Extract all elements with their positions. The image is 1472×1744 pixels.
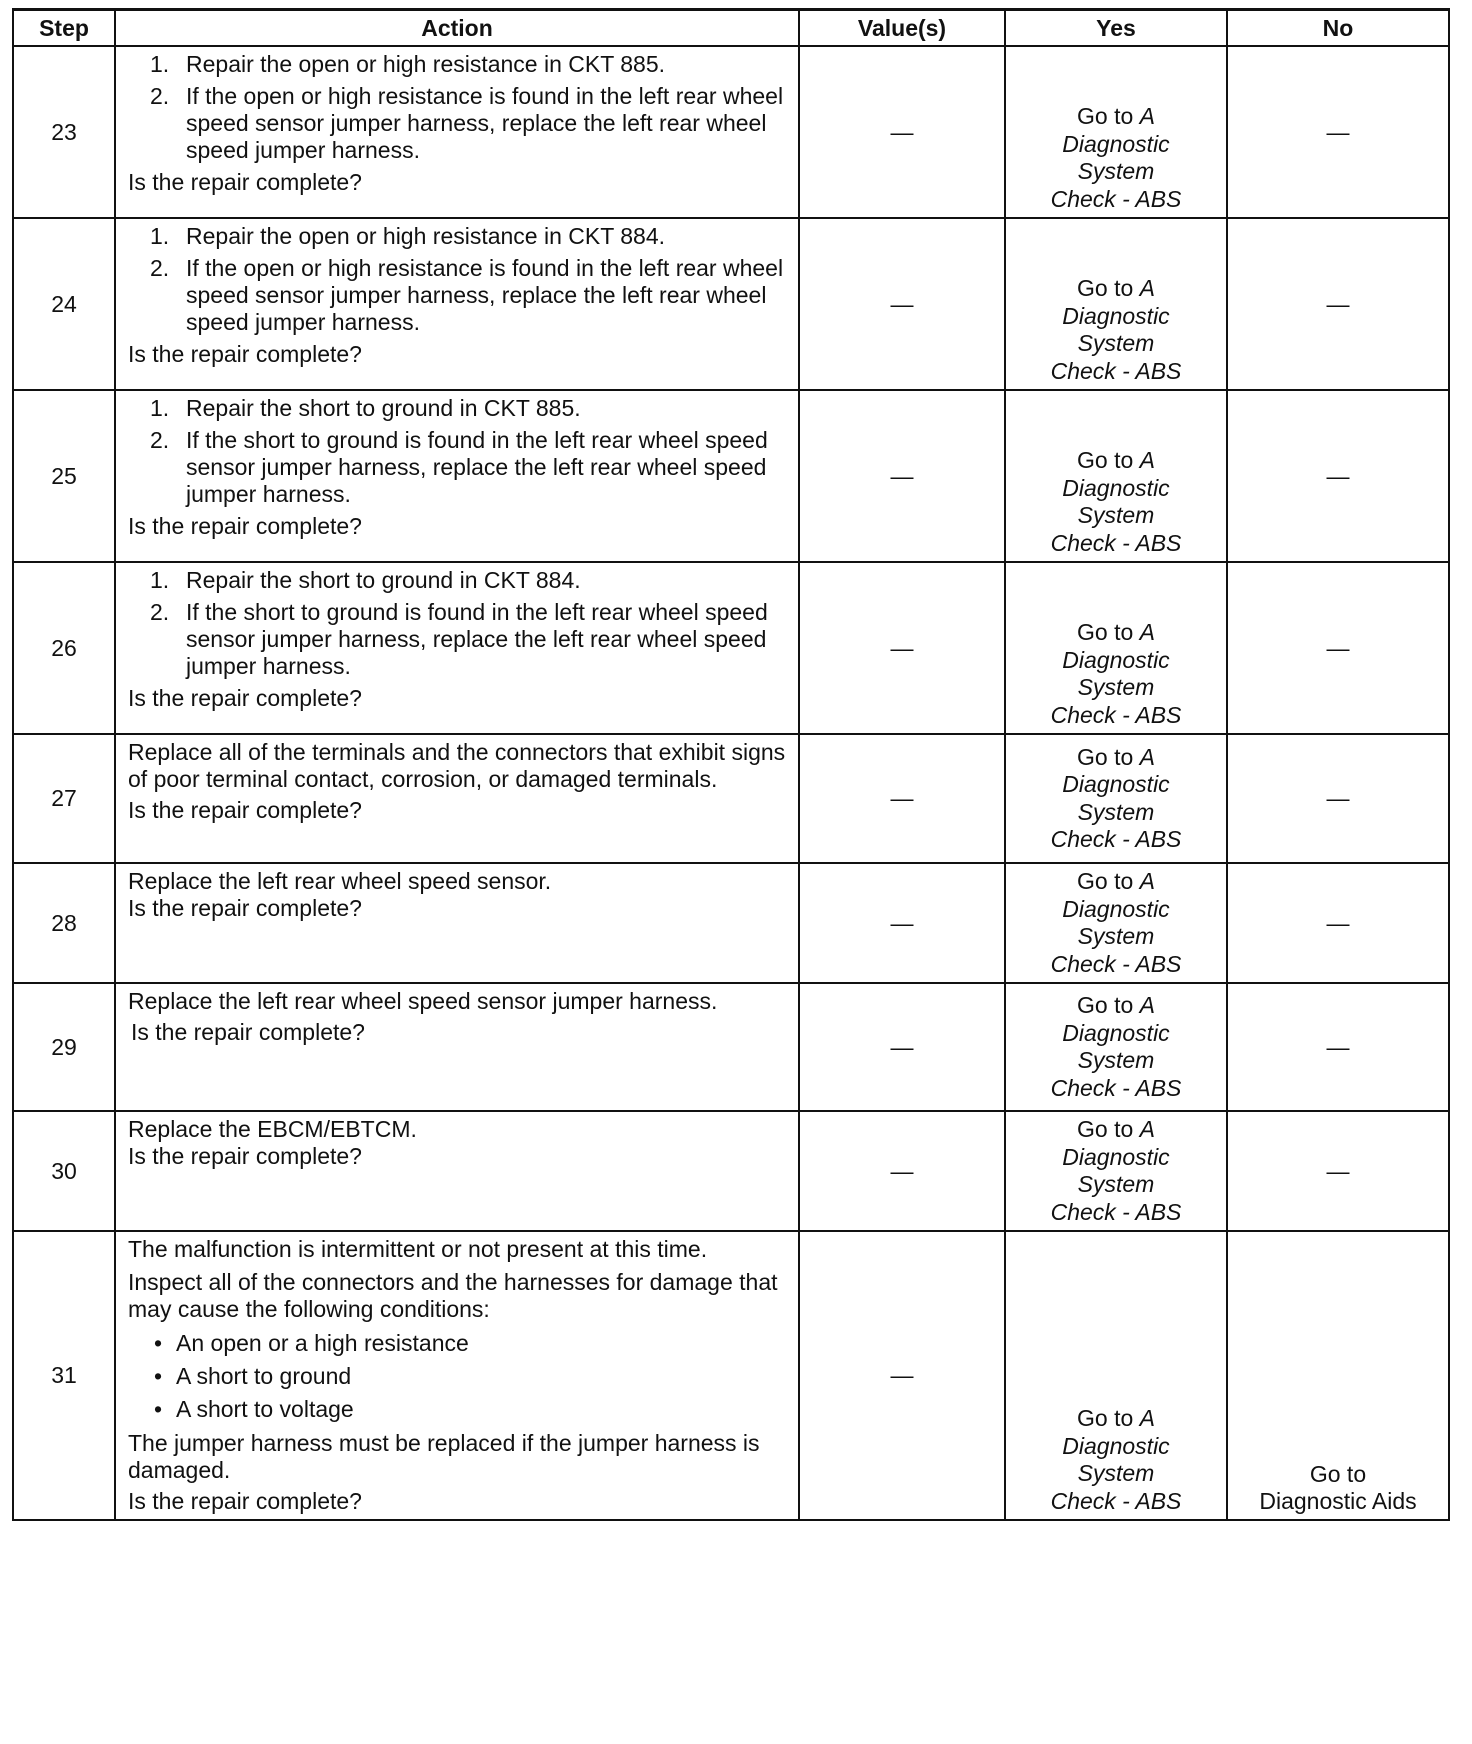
no-goto-link[interactable] <box>1228 1461 1448 1515</box>
action-question: Is the repair complete? <box>128 685 362 711</box>
action-step-text: If the short to ground is found in the left rear wheel speed sensor jumper harness, replace the left rear wheel speed jumper harness. <box>186 427 768 507</box>
action-steps <box>128 223 788 336</box>
action-cell <box>115 218 799 390</box>
goto-diagnostic: Diagnostic <box>1062 474 1170 501</box>
action-cell <box>115 1231 799 1520</box>
goto-a: A <box>1139 992 1155 1018</box>
goto-text: Go to <box>1077 275 1134 301</box>
goto-system: System <box>1077 502 1155 528</box>
header-yes: Yes <box>1005 10 1227 47</box>
goto-diagnostic: Diagnostic <box>1062 1432 1170 1459</box>
goto-system: System <box>1077 923 1155 949</box>
goto-text: Go to <box>1077 868 1134 894</box>
action-text: The malfunction is intermittent or not present at this time. <box>128 1236 708 1262</box>
yes-goto-link[interactable] <box>1051 744 1182 854</box>
action-step: 2. If the short to ground is found in the left rear wheel speed sensor jumper harness, replace the left rear wheel speed jumper harness. <box>150 427 768 507</box>
action-cell <box>115 863 799 983</box>
value-cell: — <box>799 1111 1005 1231</box>
no-cell: — <box>1227 1111 1449 1231</box>
action-step: 1. Repair the open or high resistance in CKT 885. <box>150 51 666 77</box>
goto-text: Go to <box>1077 103 1134 129</box>
goto-a: A <box>1139 103 1155 129</box>
goto-diagnostic: Diagnostic <box>1062 130 1170 157</box>
action-step-text: If the short to ground is found in the left rear wheel speed sensor jumper harness, replace the left rear wheel speed jumper harness. <box>186 599 768 679</box>
action-step: 1. Repair the short to ground in CKT 884. <box>150 567 581 593</box>
goto-text: Go to <box>1077 992 1134 1018</box>
action-question: Is the repair complete? <box>128 341 362 367</box>
yes-goto-link[interactable] <box>1051 1405 1182 1515</box>
value-cell: — <box>799 46 1005 218</box>
goto-system: System <box>1077 674 1155 700</box>
action-text: Replace the left rear wheel speed sensor jumper harness. <box>128 988 718 1014</box>
step-number: 31 <box>13 1231 115 1520</box>
yes-cell[interactable] <box>1005 562 1227 734</box>
step-number: 25 <box>13 390 115 562</box>
step-number: 24 <box>13 218 115 390</box>
table-row <box>13 1231 1449 1520</box>
yes-cell[interactable] <box>1005 983 1227 1111</box>
goto-system: System <box>1077 330 1155 356</box>
action-question: Is the repair complete? <box>128 513 362 539</box>
action-cell <box>115 983 799 1111</box>
yes-cell[interactable] <box>1005 1111 1227 1231</box>
goto-system: System <box>1077 798 1155 825</box>
goto-text: Go to <box>1077 447 1134 473</box>
goto-diagnostic: Diagnostic <box>1062 895 1170 922</box>
yes-cell[interactable] <box>1005 1231 1227 1520</box>
action-text: Replace all of the terminals and the connectors that exhibit signs of poor terminal contact, corrosion, or damaged terminals. <box>128 739 786 792</box>
step-number: 30 <box>13 1111 115 1231</box>
action-step: 2. If the short to ground is found in the left rear wheel speed sensor jumper harness, replace the left rear wheel speed jumper harness. <box>150 599 768 679</box>
yes-cell[interactable] <box>1005 863 1227 983</box>
action-step-text: Repair the short to ground in CKT 885. <box>186 395 581 421</box>
goto-a: A <box>1139 868 1155 894</box>
goto-system: System <box>1077 1460 1155 1486</box>
action-cell <box>115 562 799 734</box>
action-step: 2. If the open or high resistance is found in the left rear wheel speed sensor jumper harness, replace the left rear wheel speed jumper harness. <box>150 255 784 335</box>
action-steps <box>128 395 788 508</box>
yes-goto-link[interactable] <box>1051 275 1182 385</box>
header-row <box>13 10 1449 47</box>
goto-check-abs: Check - ABS <box>1050 1198 1182 1225</box>
table-row <box>13 562 1449 734</box>
no-cell: — <box>1227 863 1449 983</box>
action-step-text: Repair the open or high resistance in CKT 884. <box>186 223 666 249</box>
goto-check-abs: Check - ABS <box>1050 701 1182 728</box>
no-cell: — <box>1227 218 1449 390</box>
yes-goto-link[interactable] <box>1051 868 1182 978</box>
yes-goto-link[interactable] <box>1051 1116 1182 1226</box>
condition-item: • An open or a high resistance <box>154 1330 469 1356</box>
goto-check-abs: Check - ABS <box>1050 950 1182 977</box>
goto-check-abs: Check - ABS <box>1050 529 1182 556</box>
goto-diagnostic: Diagnostic <box>1062 646 1170 673</box>
no-cell: — <box>1227 734 1449 863</box>
yes-cell[interactable] <box>1005 46 1227 218</box>
action-steps <box>128 51 788 164</box>
table-row <box>13 1111 1449 1231</box>
action-cell <box>115 734 799 863</box>
action-question: Is the repair complete? <box>128 1488 362 1514</box>
no-cell: — <box>1227 46 1449 218</box>
action-question: Is the repair complete? <box>128 1143 362 1169</box>
table-row <box>13 863 1449 983</box>
goto-text: Go to <box>1077 1405 1134 1431</box>
diagnostic-table <box>12 8 1450 1521</box>
table-row <box>13 983 1449 1111</box>
action-question: Is the repair complete? <box>128 797 362 823</box>
goto-text: Go to <box>1077 619 1134 645</box>
goto-diagnostic: Diagnostic <box>1062 771 1170 797</box>
action-step-text: If the open or high resistance is found in the left rear wheel speed sensor jumper harness, replace the left rear wheel speed jumper harness. <box>186 83 784 163</box>
no-cell: — <box>1227 390 1449 562</box>
goto-check-abs: Check - ABS <box>1050 1074 1182 1101</box>
action-question: Is the repair complete? <box>131 1019 365 1045</box>
action-step-text: If the open or high resistance is found in the left rear wheel speed sensor jumper harness, replace the left rear wheel speed jumper harness. <box>186 255 784 335</box>
action-step: 1. Repair the short to ground in CKT 885. <box>150 395 581 421</box>
condition-item: • A short to voltage <box>154 1396 354 1422</box>
action-step: 1. Repair the open or high resistance in CKT 884. <box>150 223 666 249</box>
action-step-text: Repair the short to ground in CKT 884. <box>186 567 581 593</box>
yes-cell[interactable] <box>1005 734 1227 863</box>
goto-check-abs: Check - ABS <box>1050 826 1182 852</box>
action-step-text: Repair the open or high resistance in CKT 885. <box>186 51 666 77</box>
value-cell: — <box>799 1231 1005 1520</box>
yes-cell[interactable] <box>1005 390 1227 562</box>
value-cell: — <box>799 562 1005 734</box>
yes-cell[interactable] <box>1005 218 1227 390</box>
header-action: Action <box>115 10 799 47</box>
goto-a: A <box>1139 1116 1155 1142</box>
value-cell: — <box>799 734 1005 863</box>
step-number: 27 <box>13 734 115 863</box>
table-row <box>13 390 1449 562</box>
goto-a: A <box>1139 619 1155 645</box>
action-text: Replace the left rear wheel speed sensor. <box>128 868 552 894</box>
step-number: 28 <box>13 863 115 983</box>
condition-text: A short to ground <box>176 1363 352 1389</box>
table-row <box>13 46 1449 218</box>
condition-text: An open or a high resistance <box>176 1330 469 1356</box>
step-number: 23 <box>13 46 115 218</box>
yes-goto-link[interactable] <box>1051 103 1182 213</box>
action-text-inspect: Inspect all of the connectors and the harnesses for damage that may cause the following conditions: <box>128 1269 778 1322</box>
value-cell: — <box>799 218 1005 390</box>
goto-check-abs: Check - ABS <box>1050 185 1182 212</box>
goto-text: Go to <box>1077 743 1134 770</box>
action-question: Is the repair complete? <box>128 895 362 921</box>
yes-goto-link[interactable] <box>1051 447 1182 557</box>
goto-system: System <box>1077 1047 1155 1073</box>
goto-check-abs: Check - ABS <box>1050 1487 1182 1514</box>
value-cell: — <box>799 863 1005 983</box>
action-cell <box>115 1111 799 1231</box>
table-row <box>13 218 1449 390</box>
header-step: Step <box>13 10 115 47</box>
condition-text: A short to voltage <box>176 1396 354 1422</box>
goto-system: System <box>1077 158 1155 184</box>
condition-item: • A short to ground <box>154 1363 352 1389</box>
condition-list <box>128 1327 788 1426</box>
goto-check-abs: Check - ABS <box>1050 357 1182 384</box>
goto-a: A <box>1139 1405 1155 1431</box>
yes-goto-link[interactable] <box>1051 619 1182 729</box>
no-cell[interactable] <box>1227 1231 1449 1520</box>
goto-a: A <box>1139 743 1155 770</box>
action-step: 2. If the open or high resistance is found in the left rear wheel speed sensor jumper harness, replace the left rear wheel speed jumper harness. <box>150 83 784 163</box>
header-values: Value(s) <box>799 10 1005 47</box>
step-number: 29 <box>13 983 115 1111</box>
action-steps <box>128 567 788 680</box>
value-cell: — <box>799 983 1005 1111</box>
no-cell: — <box>1227 562 1449 734</box>
no-goto-text: Go to <box>1309 1461 1367 1487</box>
action-text-jumper: The jumper harness must be replaced if the jumper harness is damaged. <box>128 1430 760 1483</box>
goto-system: System <box>1077 1171 1155 1197</box>
goto-text: Go to <box>1077 1116 1134 1142</box>
yes-goto-link[interactable] <box>1051 992 1182 1102</box>
goto-diagnostic: Diagnostic <box>1062 1019 1170 1046</box>
no-cell: — <box>1227 983 1449 1111</box>
step-number: 26 <box>13 562 115 734</box>
goto-a: A <box>1139 275 1155 301</box>
goto-diagnostic: Diagnostic <box>1062 302 1170 329</box>
no-goto-target: Diagnostic Aids <box>1259 1488 1417 1514</box>
action-cell <box>115 390 799 562</box>
header-no: No <box>1227 10 1449 47</box>
goto-diagnostic: Diagnostic <box>1062 1143 1170 1170</box>
action-text: Replace the EBCM/EBTCM. <box>128 1116 417 1142</box>
action-cell <box>115 46 799 218</box>
value-cell: — <box>799 390 1005 562</box>
table-row <box>13 734 1449 863</box>
goto-a: A <box>1139 447 1155 473</box>
action-question: Is the repair complete? <box>128 169 362 195</box>
